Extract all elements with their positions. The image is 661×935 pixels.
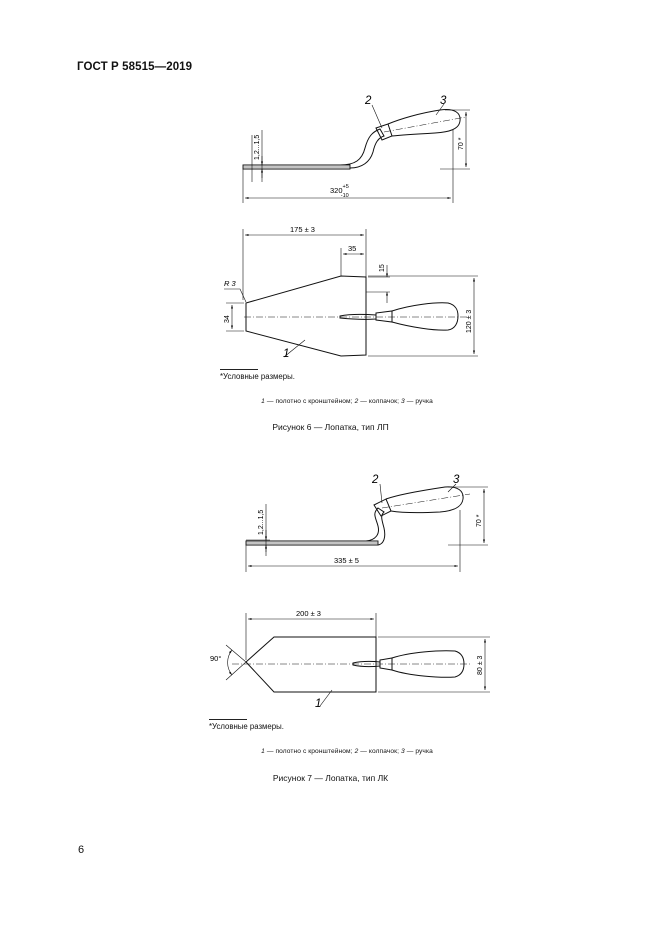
standard-header: ГОСТ Р 58515—2019 bbox=[77, 61, 193, 73]
fig6-thickness-dim: 1,2...1,5 bbox=[254, 134, 261, 160]
fig6-radius-dim: R 3 bbox=[224, 279, 236, 288]
fig7-callout-handle: 3 bbox=[453, 474, 460, 486]
fig6-top-blade bbox=[246, 276, 366, 356]
fig6-side-view bbox=[243, 104, 470, 203]
fig6-height-dim: 70 * bbox=[458, 137, 465, 150]
fig7-side-view bbox=[246, 484, 488, 572]
fig6-callout-cap: 2 bbox=[365, 95, 372, 107]
fig7-length-top-dim: 200 ± 3 bbox=[296, 609, 321, 618]
fig7-legend: 1 — полотно с кронштейном; 2 — колпачок; 3 — ручка bbox=[261, 748, 433, 755]
fig7-callout-blade: 1 bbox=[315, 698, 322, 710]
fig7-callout-cap: 2 bbox=[372, 474, 379, 486]
fig6-length-dim: $320^{+5}$ -10 bbox=[330, 184, 349, 199]
fig6-top-cap bbox=[376, 311, 392, 322]
fig6-footnote-rule bbox=[220, 369, 258, 370]
fig6-side-handle-axis bbox=[384, 117, 466, 132]
fig7-height-dim: 70 * bbox=[476, 514, 483, 527]
fig7-footnote-rule bbox=[209, 719, 247, 720]
page-number: 6 bbox=[78, 844, 85, 856]
fig6-legend: 1 — полотно с кронштейном; 2 — колпачок; 3 — ручка bbox=[261, 398, 433, 405]
fig7-length-dim: 335 ± 5 bbox=[334, 556, 359, 565]
fig6-callout-handle: 3 bbox=[440, 95, 447, 107]
fig6-top-handle bbox=[392, 303, 458, 330]
fig7-angle-dim: 90° bbox=[210, 654, 222, 663]
fig6-shoulder-dim: 35 bbox=[348, 244, 357, 253]
fig7-top-view bbox=[226, 613, 490, 706]
fig7-footnote: *Условные размеры. bbox=[209, 722, 284, 731]
fig6-caption: Рисунок 6 — Лопатка, тип ЛП bbox=[272, 422, 389, 432]
fig7-caption: Рисунок 7 — Лопатка, тип ЛК bbox=[272, 773, 389, 783]
fig6-tip-width-dim: 34 bbox=[224, 315, 231, 323]
fig7-width-dim: 80 ± 3 bbox=[477, 655, 484, 675]
fig7-thickness-dim: 1,2...1,5 bbox=[258, 509, 265, 535]
fig6-callout-blade: 1 bbox=[283, 348, 290, 360]
fig6-width-dim: 120 ± 3 bbox=[466, 309, 473, 333]
fig7-side-shank bbox=[366, 508, 385, 545]
fig6-footnote: *Условные размеры. bbox=[220, 372, 295, 381]
fig7-top-blade bbox=[246, 637, 376, 692]
fig6-offset-dim: 15 bbox=[379, 264, 386, 272]
fig7-side-handle bbox=[386, 487, 463, 513]
fig6-side-shank bbox=[340, 129, 384, 168]
fig6-side-handle bbox=[388, 110, 460, 136]
fig6-length-top-dim: 175 ± 3 bbox=[290, 225, 315, 234]
